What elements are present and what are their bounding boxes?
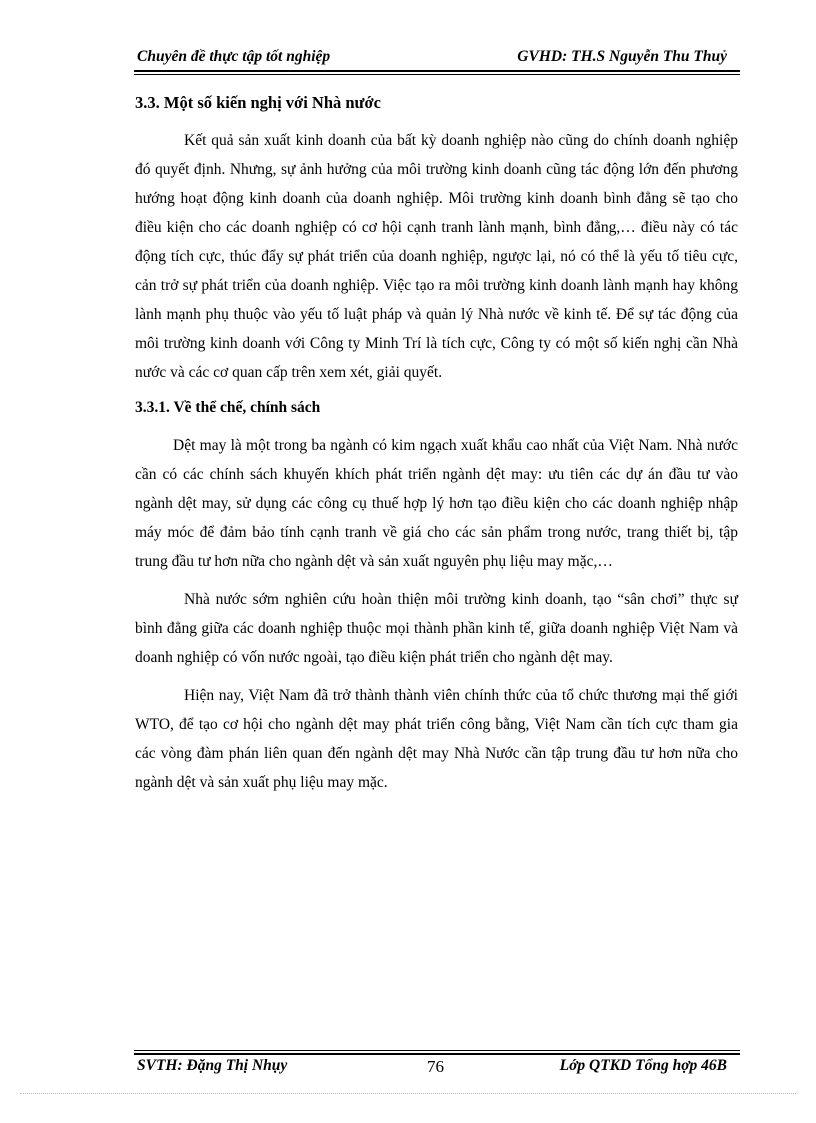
body-paragraph: Nhà nước sớm nghiên cứu hoàn thiện môi trường kinh doanh, tạo “sân chơi” thực sự bình đẳng giữa các doanh nghiệp thuộc mọi thành phần kinh tế, giữa doanh nghiệp Việt Nam và doanh nghiệp có vốn nước ngoài, tạo điều kiện phát triển cho ngành dệt may. xyxy=(135,591,738,666)
page-bottom-border xyxy=(20,1093,796,1094)
section-intro-paragraph: Kết quả sản xuất kinh doanh của bất kỳ doanh nghiệp nào cũng do chính doanh nghiệp đó quyết định. Nhưng, sự ảnh hưởng của môi trường kinh doanh cũng tác động lớn đến phương hướng hoạt động kinh doanh của doanh nghiệp. Môi trường kinh doanh bình đẳng sẽ tạo cho điều kiện cho các doanh nghiệp có cơ hội cạnh tranh lành mạnh, bình đẳng,… điều này có tác động tích cực, thúc đẩy sự phát triển của doanh nghiệp, ngược lại, nó có thể là yếu tố tiêu cực, cản trở sự phát triển của doanh nghiệp. Việc tạo ra môi trường kinh doanh lành mạnh hay không lành mạnh phụ thuộc vào yếu tố luật pháp và quản lý Nhà nước về kinh tế. Để sự tác động của môi trường kinh doanh với Công ty Minh Trí là tích cực, Công ty có một số kiến nghị cần Nhà nước và các cơ quan cấp trên xem xét, giải quyết. xyxy=(135,132,738,381)
section-heading: 3.3. Một số kiến nghị với Nhà nước xyxy=(135,93,381,112)
page-header xyxy=(137,48,741,70)
header-rule-thin xyxy=(134,74,740,75)
document-body xyxy=(135,92,738,806)
header-course-title: Chuyên đề thực tập tốt nghiệp xyxy=(137,48,331,65)
header-rule xyxy=(134,70,740,72)
footer-rule-thin xyxy=(134,1050,740,1051)
body-paragraph: Dệt may là một trong ba ngành có kim ngạch xuất khẩu cao nhất của Việt Nam. Nhà nước cần có các chính sách khuyến khích phát triển ngành dệt may: ưu tiên các dự án đầu tư vào ngành dệt may, sử dụng các công cụ thuế hợp lý hơn tạo điều kiện cho các doanh nghiệp nhập máy móc để đảm bảo tính cạnh tranh về giá cho các sản phẩm trong nước, trang thiết bị, tập trung đầu tư hơn nữa cho ngành dệt và sản xuất nguyên phụ liệu may mặc,… xyxy=(135,437,738,570)
footer-class: Lớp QTKD Tổng hợp 46B xyxy=(559,1057,727,1074)
page-number: 76 xyxy=(427,1057,444,1076)
body-paragraph: Hiện nay, Việt Nam đã trở thành thành viên chính thức của tổ chức thương mại thế giới WTO, để tạo cơ hội cho ngành dệt may phát triển công bằng, Việt Nam cần tích cực tham gia các vòng đàm phán liên quan đến ngành dệt may Nhà Nước cần tập trung đầu tư hơn nữa cho ngành dệt và sản xuất phụ liệu may mặc. xyxy=(135,687,738,791)
subsection-heading: 3.3.1. Về thể chế, chính sách xyxy=(135,399,321,416)
header-supervisor: GVHD: TH.S Nguyễn Thu Thuỷ xyxy=(517,48,727,65)
footer-rule xyxy=(134,1053,740,1055)
footer-student: SVTH: Đặng Thị Nhụy xyxy=(137,1057,288,1074)
page-footer xyxy=(137,1057,741,1079)
